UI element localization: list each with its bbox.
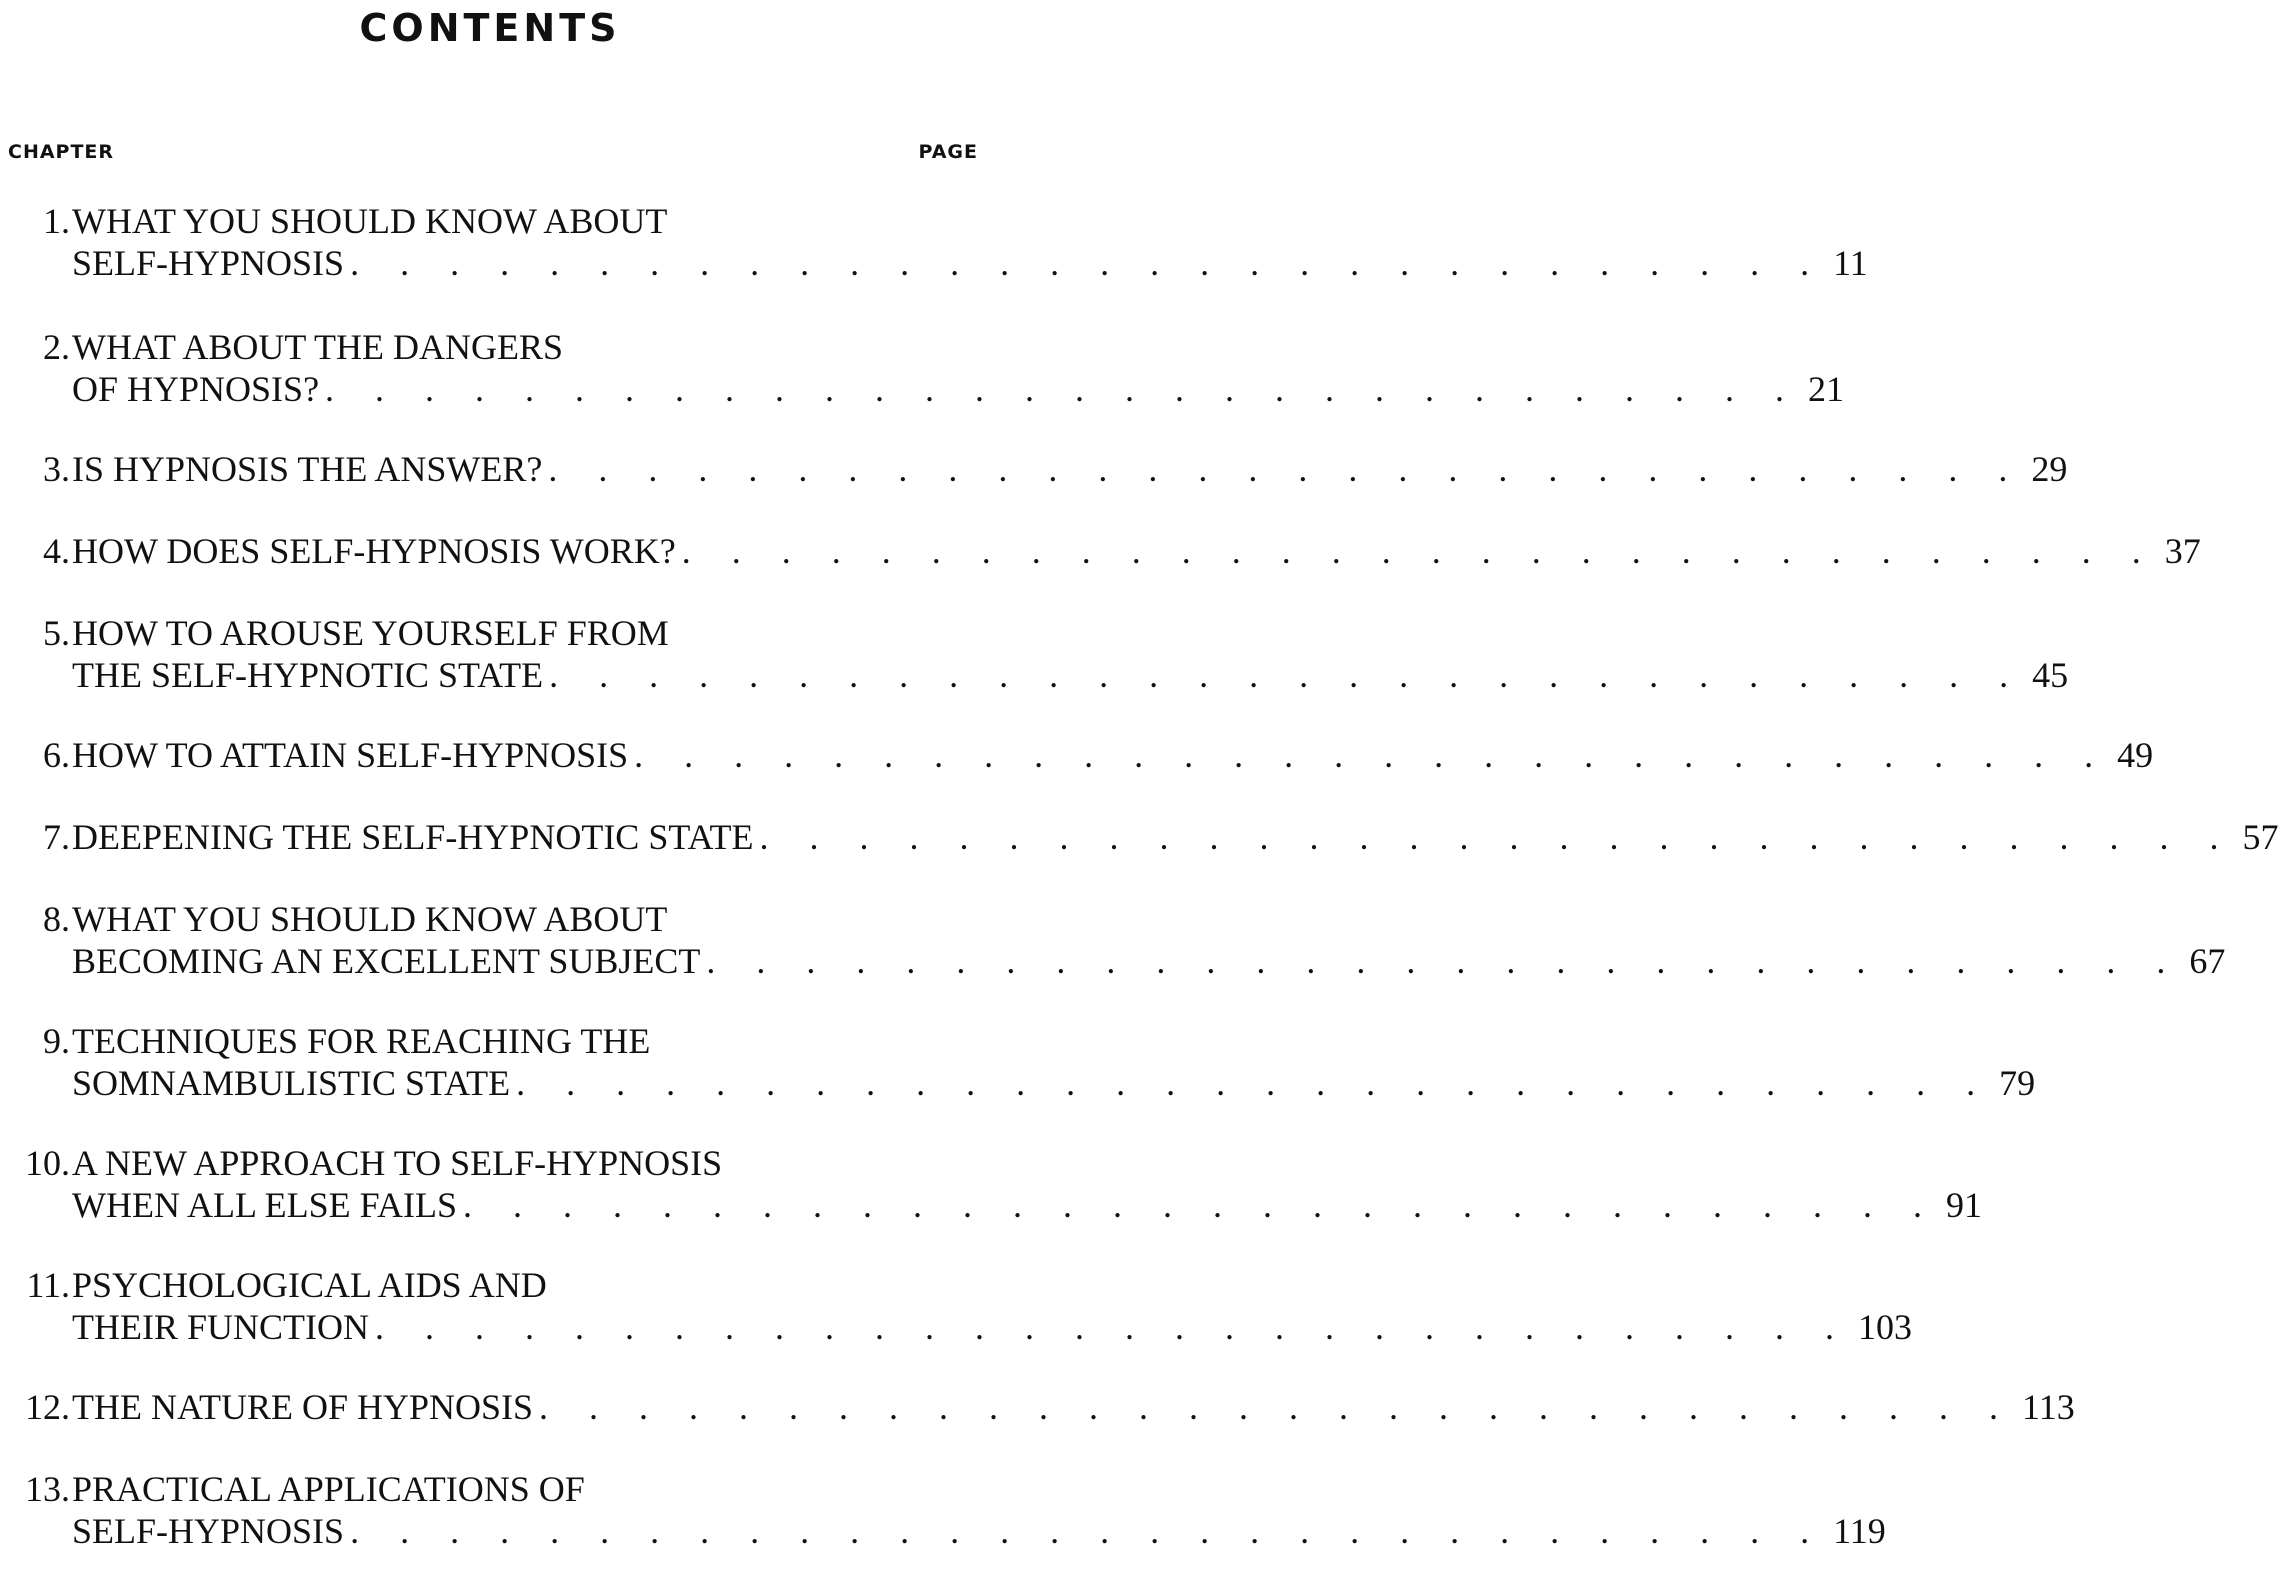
chapter-title: WHEN ALL ELSE FAILS (72, 1185, 457, 1225)
chapter-number: 2. (43, 327, 70, 367)
chapter-title-line: HOW TO AROUSE YOURSELF FROM (72, 613, 669, 653)
chapter-title-row (72, 242, 1868, 284)
chapter-number: 6. (43, 735, 70, 775)
chapter-title-row (72, 734, 2154, 776)
chapter-number: 1. (43, 201, 70, 241)
chapter-title-row (72, 368, 1845, 410)
chapter-title-line: WHAT ABOUT THE DANGERS (72, 327, 564, 367)
dot-leader: . . . . . . . . . . . . . . . . . . . . . . . . . . . . . . (350, 1511, 1826, 1551)
page-number: 91 (1945, 1185, 1982, 1225)
chapter-title-row (72, 816, 2278, 858)
chapter-number: 8. (43, 899, 70, 939)
dot-leader: . . . . . . . . . . . . . . . . . . . . . . . . . . . . . . (549, 655, 2025, 695)
chapter-number: 10. (25, 1143, 70, 1183)
chapter-title: SELF-HYPNOSIS (72, 1511, 345, 1551)
chapter-title-row (72, 1510, 1886, 1552)
dot-leader: . . . . . . . . . . . . . . . . . . . . . . . . . . . . . . (759, 817, 2235, 857)
chapter-number: 9. (43, 1021, 70, 1061)
chapter-number: 5. (43, 613, 70, 653)
dot-leader: . . . . . . . . . . . . . . . . . . . . . . . . . . . . . . (634, 735, 2110, 775)
page-number: 49 (2117, 735, 2154, 775)
page-number: 11 (1833, 243, 1868, 283)
chapter-number: 3. (43, 449, 70, 489)
chapter-title: SOMNAMBULISTIC STATE (72, 1063, 511, 1103)
chapter-title-row (72, 530, 2201, 572)
dot-leader: . . . . . . . . . . . . . . . . . . . . . . . . . . . . . . (706, 941, 2182, 981)
chapter-title: DEEPENING THE SELF-HYPNOTIC STATE (72, 817, 754, 857)
chapter-title: THE NATURE OF HYPNOSIS (72, 1387, 534, 1427)
page-number: 79 (1999, 1063, 2036, 1103)
chapter-title-row (72, 448, 2068, 490)
chapter-title: SELF-HYPNOSIS (72, 243, 345, 283)
chapter-column-label: CHAPTER (8, 141, 115, 163)
chapter-title: THE SELF-HYPNOTIC STATE (72, 655, 544, 695)
page-title: CONTENTS (359, 6, 621, 50)
chapter-title-row (72, 1306, 1912, 1348)
chapter-number: 12. (25, 1387, 70, 1427)
chapter-number: 13. (25, 1469, 70, 1509)
chapter-title: HOW DOES SELF-HYPNOSIS WORK? (72, 531, 676, 571)
dot-leader: . . . . . . . . . . . . . . . . . . . . . . . . . . . . . . (325, 369, 1801, 409)
chapter-title-line: WHAT YOU SHOULD KNOW ABOUT (72, 201, 668, 241)
dot-leader: . . . . . . . . . . . . . . . . . . . . . . . . . . . . . . (516, 1063, 1992, 1103)
page-number: 113 (2022, 1387, 2075, 1427)
dot-leader: . . . . . . . . . . . . . . . . . . . . . . . . . . . . . . (548, 449, 2024, 489)
page-number: 67 (2189, 941, 2226, 981)
chapter-number: 4. (43, 531, 70, 571)
page-column-label: PAGE (918, 141, 978, 163)
chapter-title-row (72, 654, 2069, 696)
page-number: 119 (1833, 1511, 1886, 1551)
chapter-title-row (72, 1062, 2036, 1104)
chapter-title-row (72, 1184, 1982, 1226)
chapter-title-row (72, 940, 2226, 982)
chapter-number: 7. (43, 817, 70, 857)
chapter-title-row (72, 1386, 2075, 1428)
page-number: 21 (1808, 369, 1845, 409)
dot-leader: . . . . . . . . . . . . . . . . . . . . . . . . . . . . . . (374, 1307, 1850, 1347)
dot-leader: . . . . . . . . . . . . . . . . . . . . . . . . . . . . . . (350, 243, 1826, 283)
chapter-title-line: PRACTICAL APPLICATIONS OF (72, 1469, 585, 1509)
chapter-title: BECOMING AN EXCELLENT SUBJECT (72, 941, 701, 981)
chapter-title: HOW TO ATTAIN SELF-HYPNOSIS (72, 735, 629, 775)
chapter-title-line: PSYCHOLOGICAL AIDS AND (72, 1265, 547, 1305)
page-number: 37 (2164, 531, 2201, 571)
chapter-number: 11. (26, 1265, 70, 1305)
dot-leader: . . . . . . . . . . . . . . . . . . . . . . . . . . . . . . (539, 1387, 2015, 1427)
chapter-title: THEIR FUNCTION (72, 1307, 369, 1347)
page-number: 45 (2032, 655, 2069, 695)
dot-leader: . . . . . . . . . . . . . . . . . . . . . . . . . . . . . . (681, 531, 2157, 571)
page-number: 29 (2031, 449, 2068, 489)
page-number: 57 (2242, 817, 2278, 857)
chapter-title: OF HYPNOSIS? (72, 369, 320, 409)
dot-leader: . . . . . . . . . . . . . . . . . . . . . . . . . . . . . . (462, 1185, 1938, 1225)
chapter-title-line: WHAT YOU SHOULD KNOW ABOUT (72, 899, 668, 939)
chapter-title-line: TECHNIQUES FOR REACHING THE (72, 1021, 651, 1061)
chapter-title-line: A NEW APPROACH TO SELF-HYPNOSIS (72, 1143, 723, 1183)
chapter-title: IS HYPNOSIS THE ANSWER? (72, 449, 543, 489)
page-number: 103 (1857, 1307, 1912, 1347)
